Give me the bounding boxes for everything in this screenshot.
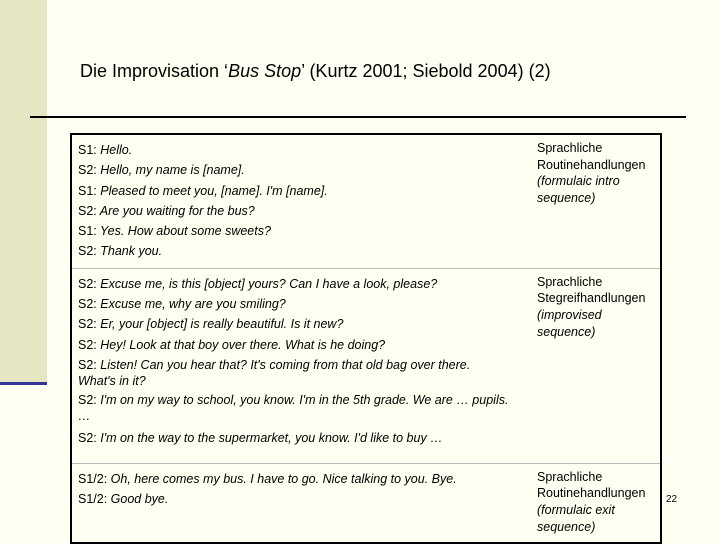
page-number: 22 [666,494,678,505]
category-name: Stegreifhandlungen [537,291,646,306]
category-note: sequence) [537,191,596,206]
dialogue-table [70,133,662,544]
slide-title [80,60,551,82]
dialogue-cell [71,463,517,542]
dialogue-cell [71,134,517,268]
dialogue-line: S2: Are you waiting for the bus? [78,203,255,218]
category-note: (formulaic exit [537,503,615,518]
category-note: (improvised [537,308,602,323]
category-note: sequence) [537,519,596,534]
title-rule [30,116,686,118]
side-accent-mark [0,382,47,385]
title-suffix: ’ (Kurtz 2001; Siebold 2004) (2) [301,61,551,81]
dialogue-line: S1: Hello. [78,143,133,157]
category-name: Routinehandlungen [537,157,646,172]
dialogue-line: S1/2: Good bye. [78,492,169,507]
dialogue-line: S2: Er, your [object] is really beautiful. Is it new? [78,317,344,332]
dialogue-line: S2: I'm on my way to school, you know. I'm in the 5th grade. We are … pupils. … [78,392,509,424]
title-prefix: Die Improvisation ‘ [80,61,229,81]
category-name: Sprachliche [537,469,603,484]
dialogue-line: S1: Yes. How about some sweets? [78,224,271,239]
category-cell [517,463,661,542]
dialogue-cell [71,268,517,463]
category-name: Sprachliche [537,141,603,155]
dialogue-line: S2: Hey! Look at that boy over there. What is he doing? [78,337,386,352]
dialogue-line: S2: I'm on the way to the supermarket, you know. I'd like to buy … [78,430,443,445]
side-accent-band [0,0,47,384]
table-row [71,134,661,268]
dialogue-line: S2: Listen! Can you hear that? It's coming from that old bag over there. What's in it? [78,357,471,389]
category-note: (formulaic intro [537,174,620,189]
category-note: sequence) [537,324,596,339]
category-name: Sprachliche [537,274,603,289]
dialogue-line: S2: Excuse me, is this [object] yours? Can I have a look, please? [78,276,438,291]
title-italic: Bus Stop [228,61,302,81]
dialogue-line: S1: Pleased to meet you, [name]. I'm [name]. [78,183,328,198]
category-cell [517,134,661,268]
dialogue-line: S2: Thank you. [78,244,163,259]
dialogue-line: S1/2: Oh, here comes my bus. I have to go. Nice talking to you. Bye. [78,471,457,486]
table-row [71,463,661,542]
dialogue-line: S2: Excuse me, why are you smiling? [78,297,286,312]
dialogue-line: S2: Hello, my name is [name]. [78,163,245,178]
table-row [71,268,661,463]
category-cell [517,268,661,463]
category-name: Routinehandlungen [537,486,646,501]
